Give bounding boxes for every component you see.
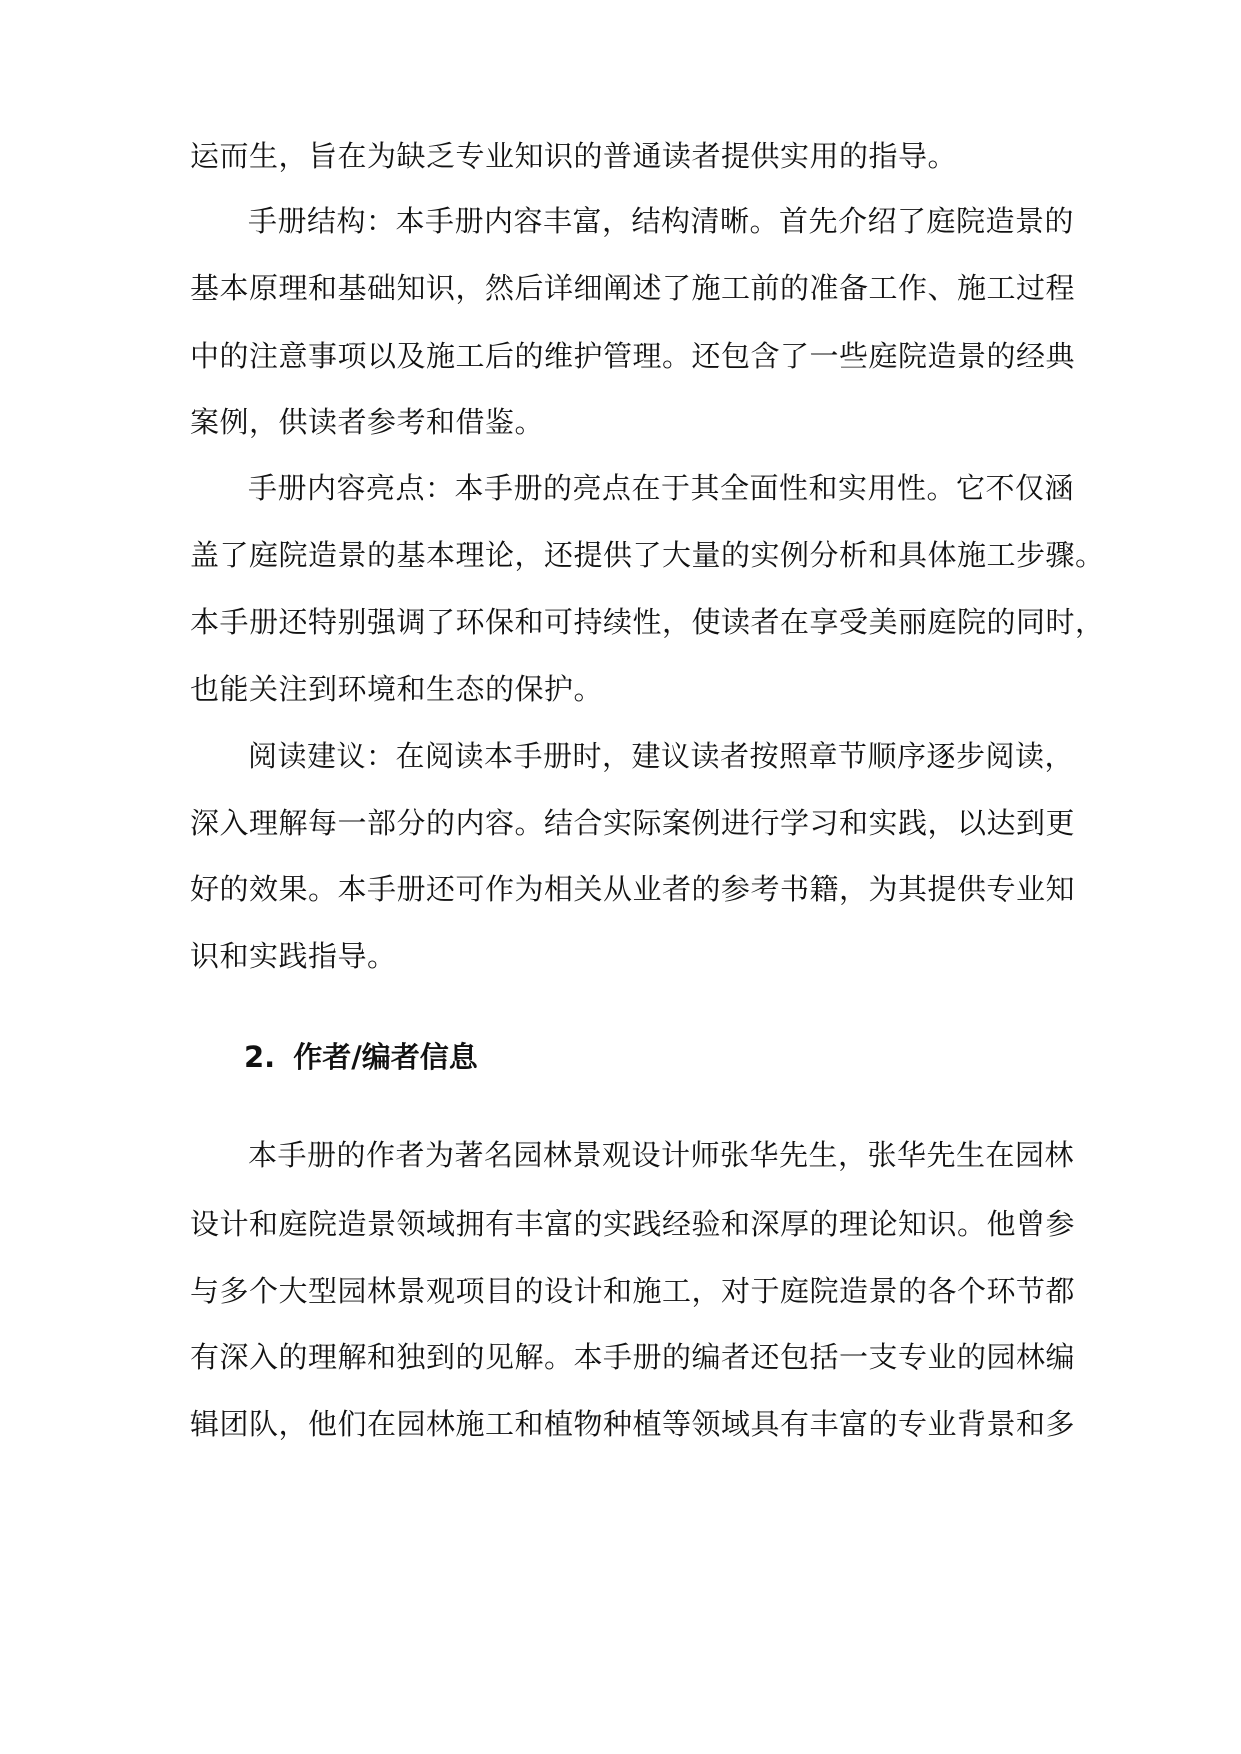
paragraph-line: 中的注意事项以及施工后的维护管理。还包含了一些庭院造景的经典 <box>190 339 1076 373</box>
paragraph-line: 案例，供读者参考和借鉴。 <box>190 405 545 439</box>
section-title: 作者/编者信息 <box>293 1040 478 1074</box>
section-number: 2. <box>244 1040 276 1074</box>
paragraph-line: 有深入的理解和独到的见解。本手册的编者还包括一支专业的园林编 <box>190 1340 1076 1374</box>
paragraph-line: 基本原理和基础知识，然后详细阐述了施工前的准备工作、施工过程 <box>190 271 1076 305</box>
paragraph-line: 设计和庭院造景领域拥有丰富的实践经验和深厚的理论知识。他曾参 <box>190 1207 1076 1241</box>
paragraph-line: 手册结构：本手册内容丰富，结构清晰。首先介绍了庭院造景的 <box>248 204 1075 238</box>
paragraph-line: 盖了庭院造景的基本理论，还提供了大量的实例分析和具体施工步骤。 <box>190 538 1105 572</box>
paragraph-line: 阅读建议：在阅读本手册时，建议读者按照章节顺序逐步阅读， <box>248 739 1075 773</box>
paragraph-line: 辑团队，他们在园林施工和植物种植等领域具有丰富的专业背景和多 <box>190 1407 1076 1441</box>
section-heading <box>244 1037 478 1077</box>
paragraph-line: 本手册的作者为著名园林景观设计师张华先生，张华先生在园林 <box>248 1138 1075 1172</box>
paragraph-line: 运而生，旨在为缺乏专业知识的普通读者提供实用的指导。 <box>190 139 958 173</box>
paragraph-line: 也能关注到环境和生态的保护。 <box>190 672 604 706</box>
paragraph-line: 好的效果。本手册还可作为相关从业者的参考书籍，为其提供专业知 <box>190 872 1076 906</box>
paragraph-line: 与多个大型园林景观项目的设计和施工，对于庭院造景的各个环节都 <box>190 1274 1076 1308</box>
paragraph-line: 识和实践指导。 <box>190 939 397 973</box>
paragraph-line: 手册内容亮点：本手册的亮点在于其全面性和实用性。它不仅涵 <box>248 471 1075 505</box>
paragraph-line: 本手册还特别强调了环保和可持续性，使读者在享受美丽庭院的同时， <box>190 605 1105 639</box>
paragraph-line: 深入理解每一部分的内容。结合实际案例进行学习和实践，以达到更 <box>190 806 1076 840</box>
